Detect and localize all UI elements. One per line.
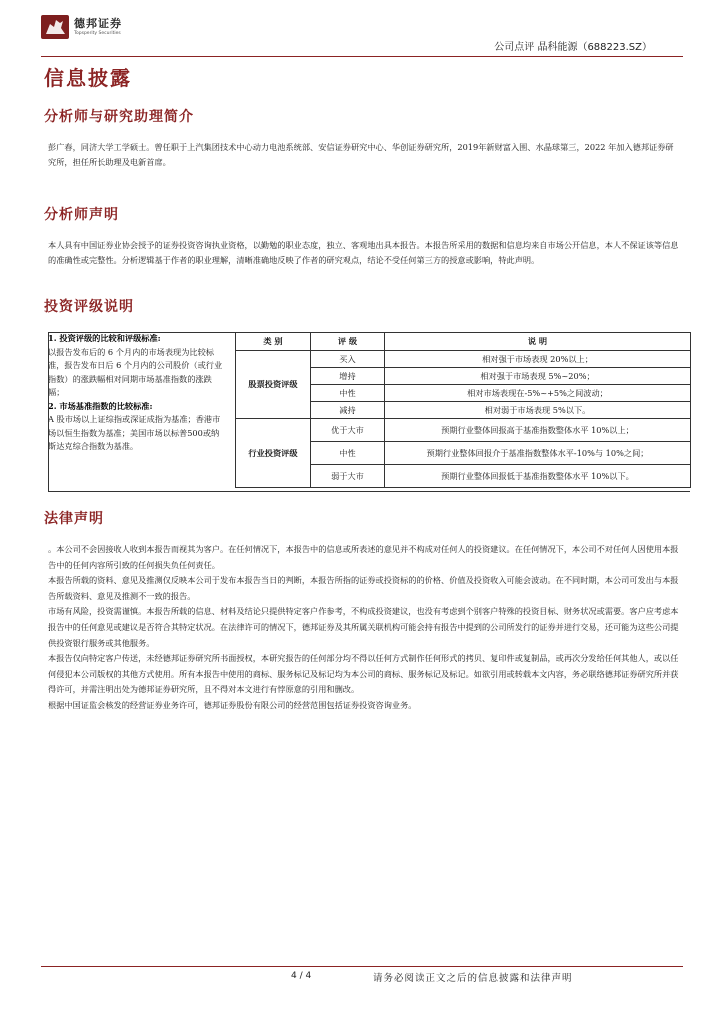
- analyst-statement-title: 分析师声明: [44, 207, 119, 223]
- legal-paragraph-2: 本报告所载的资料、意见及推测仅反映本公司于发布本报告当日的判断，本报告所指的证券或投资标的的价格、价值及投资收入可能会波动。在不同时期，本公司可发出与本报告所载资料、意见及推测不一致的报告。: [48, 575, 679, 601]
- rating-cell: 买入: [311, 351, 385, 368]
- analyst-statement-text: [48, 238, 680, 268]
- analyst-intro-title: 分析师与研究助理简介: [44, 109, 194, 125]
- rating-cell: 弱于大市: [311, 465, 385, 488]
- legal-title: 法律声明: [44, 511, 104, 527]
- stock-rating-group: 股票投资评级: [236, 351, 311, 419]
- legal-text: [48, 542, 680, 714]
- footer-note: 请务必阅读正文之后的信息披露和法律声明: [373, 973, 573, 984]
- legal-paragraph-4: 本报告仅向特定客户传送，未经德邦证券研究所书面授权，本研究报告的任何部分均不得以任何方式制作任何形式的拷贝、复印件或复制品，或再次分发给任何其他人，或以任何侵犯本公司版权的其他方式使用。所有本报告中使用的商标、服务标记及标记均为本公司的商标、服务标记及标记。如欲引用或转载本文内容，务必联络德邦证券研究所并获得许可，并需注明出处为德邦证券研究所，且不得对本文进行有悖原意的引用和删改。: [48, 653, 679, 695]
- table-row: [236, 419, 691, 442]
- table-header-row: [236, 333, 691, 351]
- criteria-heading-1: 1. 投资评级的比较和评级标准:: [48, 333, 161, 343]
- analyst-intro-text: [48, 140, 680, 170]
- rating-frame-top: [48, 332, 690, 333]
- logo-icon: [41, 15, 69, 39]
- header-description: 说 明: [385, 333, 691, 351]
- page-title: 信息披露: [44, 66, 132, 90]
- description-cell: 相对强于市场表现 5%~20%；: [385, 368, 691, 385]
- page-number: 4 / 4: [291, 971, 312, 981]
- rating-cell: 优于大市: [311, 419, 385, 442]
- logo-english-name: Topsperity Securities: [74, 31, 121, 36]
- legal-paragraph-1: 。本公司不会因接收人收到本报告而视其为客户。在任何情况下，本报告中的信息或所表述的意见并不构成对任何人的投资建议。在任何情况下，本公司不对任何人因使用本报告中的任何内容所引致的任何损失负任何责任。: [48, 544, 679, 570]
- report-info: 公司点评 晶科能源（688223.SZ）: [494, 42, 652, 53]
- legal-paragraph-3: 市场有风险，投资需谨慎。本报告所载的信息、材料及结论只提供特定客户作参考，不构成投资建议，也没有考虑到个别客户特殊的投资目标、财务状况或需要。客户应考虑本报告中的任何意见或建议是否符合其特定状况。在法律许可的情况下，德邦证券及其所属关联机构可能会持有报告中提到的公司所发行的证券并进行交易，还可能为这些公司提供投资银行服务或其他服务。: [48, 606, 679, 648]
- header-category: 类 别: [236, 333, 311, 351]
- description-cell: 相对市场表现在-5%~+5%之间波动；: [385, 385, 691, 402]
- footer-divider: [41, 966, 683, 967]
- rating-title: 投资评级说明: [44, 299, 134, 315]
- rating-section: [48, 332, 690, 492]
- industry-rating-group: 行业投资评级: [236, 419, 311, 488]
- table-row: [236, 351, 691, 368]
- rating-frame-bottom: [48, 491, 690, 492]
- description-cell: 预期行业整体回报高于基准指数整体水平 10%以上；: [385, 419, 691, 442]
- header-divider: [41, 56, 683, 57]
- rating-cell: 减持: [311, 402, 385, 419]
- criteria-text-2: A 股市场以上证综指或深证成指为基准；香港市场以恒生指数为基准；美国市场以标普500或纳斯达克综合指数为基准。: [48, 414, 221, 451]
- logo-name: 德邦证券: [74, 17, 122, 30]
- criteria-text-1: 以报告发布后的 6 个月内的市场表现为比较标准，报告发布日后 6 个月内的公司股价（或行业指数）的涨跌幅相对同期市场基准指数的涨跌幅；: [48, 346, 223, 397]
- description-cell: 预期行业整体回报介于基准指数整体水平-10%与 10%之间；: [385, 442, 691, 465]
- rating-cell: 增持: [311, 368, 385, 385]
- rating-cell: 中性: [311, 385, 385, 402]
- analyst-intro-paragraph: 彭广春，同济大学工学硕士。曾任职于上汽集团技术中心动力电池系统部、安信证券研究中心、华创证券研究所，2019年新财富入围、水晶球第三，2022 年加入德邦证券研究所，担任所长助理及电新首席。: [48, 142, 674, 167]
- rating-frame-left: [48, 332, 49, 492]
- criteria-heading-2: 2. 市场基准指数的比较标准:: [48, 400, 153, 411]
- rating-cell: 中性: [311, 442, 385, 465]
- rating-criteria: [48, 332, 226, 492]
- legal-paragraph-5: 根据中国证监会核发的经营证券业务许可，德邦证券股份有限公司的经营范围包括证券投资咨询业务。: [48, 699, 417, 710]
- description-cell: 相对强于市场表现 20%以上；: [385, 351, 691, 368]
- description-cell: 预期行业整体回报低于基准指数整体水平 10%以下。: [385, 465, 691, 488]
- rating-table: [235, 332, 691, 488]
- analyst-statement-paragraph: 本人具有中国证券业协会授予的证券投资咨询执业资格，以勤勉的职业态度，独立、客观地出具本报告。本报告所采用的数据和信息均来自市场公开信息，本人不保证该等信息的准确性或完整性。分析逻辑基于作者的职业理解，清晰准确地反映了作者的研究观点，结论不受任何第三方的授意或影响，特此声明。: [48, 240, 679, 265]
- description-cell: 相对弱于市场表现 5%以下。: [385, 402, 691, 419]
- header-rating: 评 级: [311, 333, 385, 351]
